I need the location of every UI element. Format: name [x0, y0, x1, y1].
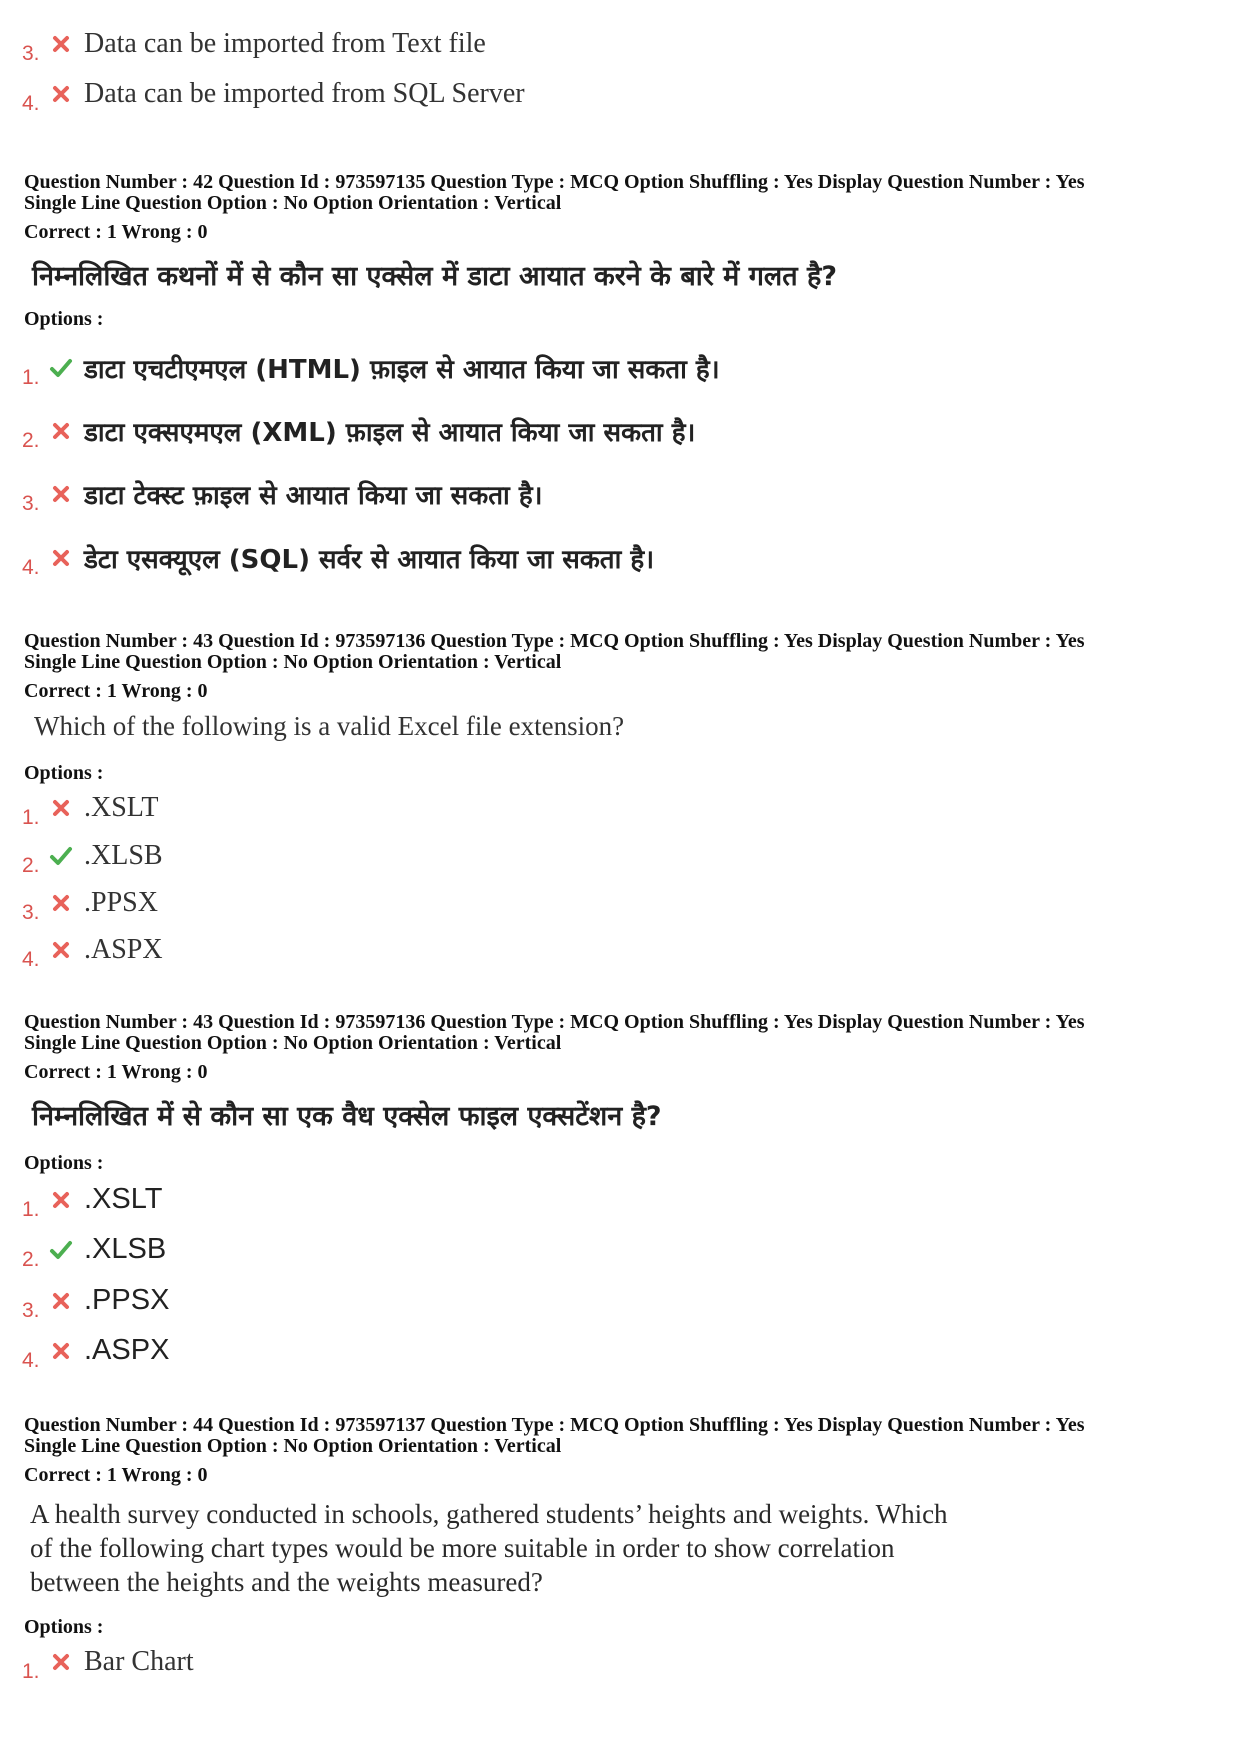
question-text-line: between the heights and the weights measured? [30, 1567, 543, 1597]
option-row [22, 413, 696, 452]
option-row [22, 887, 158, 924]
option-text: डेटा एसक्यूएल (SQL) सर्वर से आयात किया जा सकता है। [84, 545, 655, 575]
question-text [30, 1497, 1080, 1599]
option-number: 2. [22, 854, 40, 877]
option-number: 1. [22, 366, 40, 389]
option-row [22, 350, 720, 389]
question-meta-line: Single Line Question Option : No Option Orientation : Vertical [24, 1435, 562, 1457]
option-row [22, 1284, 170, 1322]
cross-icon [48, 418, 74, 444]
question-meta [24, 1012, 1084, 1054]
question-meta-line: Question Number : 44 Question Id : 973597137 Question Type : MCQ Option Shuffling : Yes Display Question Number : Yes [24, 1414, 1085, 1436]
option-text: .ASPX [84, 1334, 170, 1366]
question-meta-line: Question Number : 43 Question Id : 973597136 Question Type : MCQ Option Shuffling : Yes Display Question Number : Yes [24, 1011, 1085, 1033]
option-text: Bar Chart [84, 1646, 194, 1677]
cross-icon [48, 890, 74, 916]
option-row [22, 540, 655, 579]
question-score: Correct : 1 Wrong : 0 [24, 221, 208, 243]
option-text: .PPSX [84, 887, 158, 918]
cross-icon [48, 1649, 74, 1675]
question-score: Correct : 1 Wrong : 0 [24, 1061, 208, 1083]
option-row [22, 840, 163, 877]
cross-icon [48, 937, 74, 963]
check-icon [48, 1237, 74, 1263]
options-label: Options : [24, 762, 104, 784]
check-icon [48, 355, 74, 381]
options-label: Options : [24, 308, 104, 330]
question-text: निम्नलिखित में से कौन सा एक वैध एक्सेल फाइल एक्सटेंशन है? [32, 1101, 662, 1132]
question-meta [24, 1415, 1084, 1457]
cross-icon [48, 795, 74, 821]
option-text: .PPSX [84, 1284, 170, 1316]
option-number: 4. [22, 92, 40, 115]
question-meta-line: Single Line Question Option : No Option Orientation : Vertical [24, 1032, 562, 1054]
check-icon [48, 843, 74, 869]
option-text: .XLSB [84, 840, 163, 871]
cross-icon [48, 1187, 74, 1213]
option-number: 3. [22, 492, 40, 515]
option-text: डाटा एक्सएमएल (XML) फ़ाइल से आयात किया जा सकता है। [84, 418, 696, 448]
cross-icon [48, 1288, 74, 1314]
question-meta-line: Question Number : 43 Question Id : 973597136 Question Type : MCQ Option Shuffling : Yes Display Question Number : Yes [24, 630, 1085, 652]
question-text: Which of the following is a valid Excel file extension? [34, 711, 625, 741]
option-number: 4. [22, 556, 40, 579]
question-text-line: A health survey conducted in schools, gathered students’ heights and weights. Which [30, 1499, 948, 1529]
option-row [22, 476, 543, 515]
option-row [22, 78, 525, 115]
option-row [22, 1334, 170, 1372]
cross-icon [48, 1338, 74, 1364]
option-number: 3. [22, 1298, 40, 1322]
question-meta [24, 172, 1084, 214]
question-score: Correct : 1 Wrong : 0 [24, 1464, 208, 1486]
cross-icon [48, 545, 74, 571]
option-number: 4. [22, 1348, 40, 1372]
question-text: निम्नलिखित कथनों में से कौन सा एक्सेल में डाटा आयात करने के बारे में गलत है? [32, 261, 838, 292]
cross-icon [48, 81, 74, 107]
option-text: .XSLT [84, 1183, 163, 1215]
option-number: 2. [22, 1247, 40, 1271]
option-number: 1. [22, 806, 40, 829]
question-text-line: of the following chart types would be more suitable in order to show correlation [30, 1533, 895, 1563]
option-text: .XSLT [84, 792, 159, 823]
cross-icon [48, 481, 74, 507]
option-number: 3. [22, 42, 40, 65]
option-text: .ASPX [84, 934, 163, 965]
options-label: Options : [24, 1152, 104, 1174]
option-number: 2. [22, 429, 40, 452]
cross-icon [48, 31, 74, 57]
option-text: Data can be imported from Text file [84, 28, 486, 59]
option-text: .XLSB [84, 1233, 167, 1265]
option-number: 4. [22, 948, 40, 971]
question-meta-line: Single Line Question Option : No Option Orientation : Vertical [24, 651, 562, 673]
option-text: डाटा टेक्स्ट फ़ाइल से आयात किया जा सकता है। [84, 481, 543, 511]
option-number: 1. [22, 1660, 40, 1683]
option-row [22, 792, 159, 829]
option-row [22, 1646, 194, 1683]
option-row [22, 1183, 163, 1221]
question-meta [24, 631, 1084, 673]
option-number: 1. [22, 1197, 40, 1221]
options-label: Options : [24, 1616, 104, 1638]
option-text: Data can be imported from SQL Server [84, 78, 525, 109]
option-row [22, 934, 163, 971]
question-meta-line: Single Line Question Option : No Option Orientation : Vertical [24, 192, 562, 214]
option-row [22, 1233, 167, 1271]
question-meta-line: Question Number : 42 Question Id : 973597135 Question Type : MCQ Option Shuffling : Yes Display Question Number : Yes [24, 171, 1085, 193]
option-text: डाटा एचटीएमएल (HTML) फ़ाइल से आयात किया जा सकता है। [84, 355, 720, 385]
option-row [22, 28, 486, 65]
question-score: Correct : 1 Wrong : 0 [24, 680, 208, 702]
option-number: 3. [22, 901, 40, 924]
